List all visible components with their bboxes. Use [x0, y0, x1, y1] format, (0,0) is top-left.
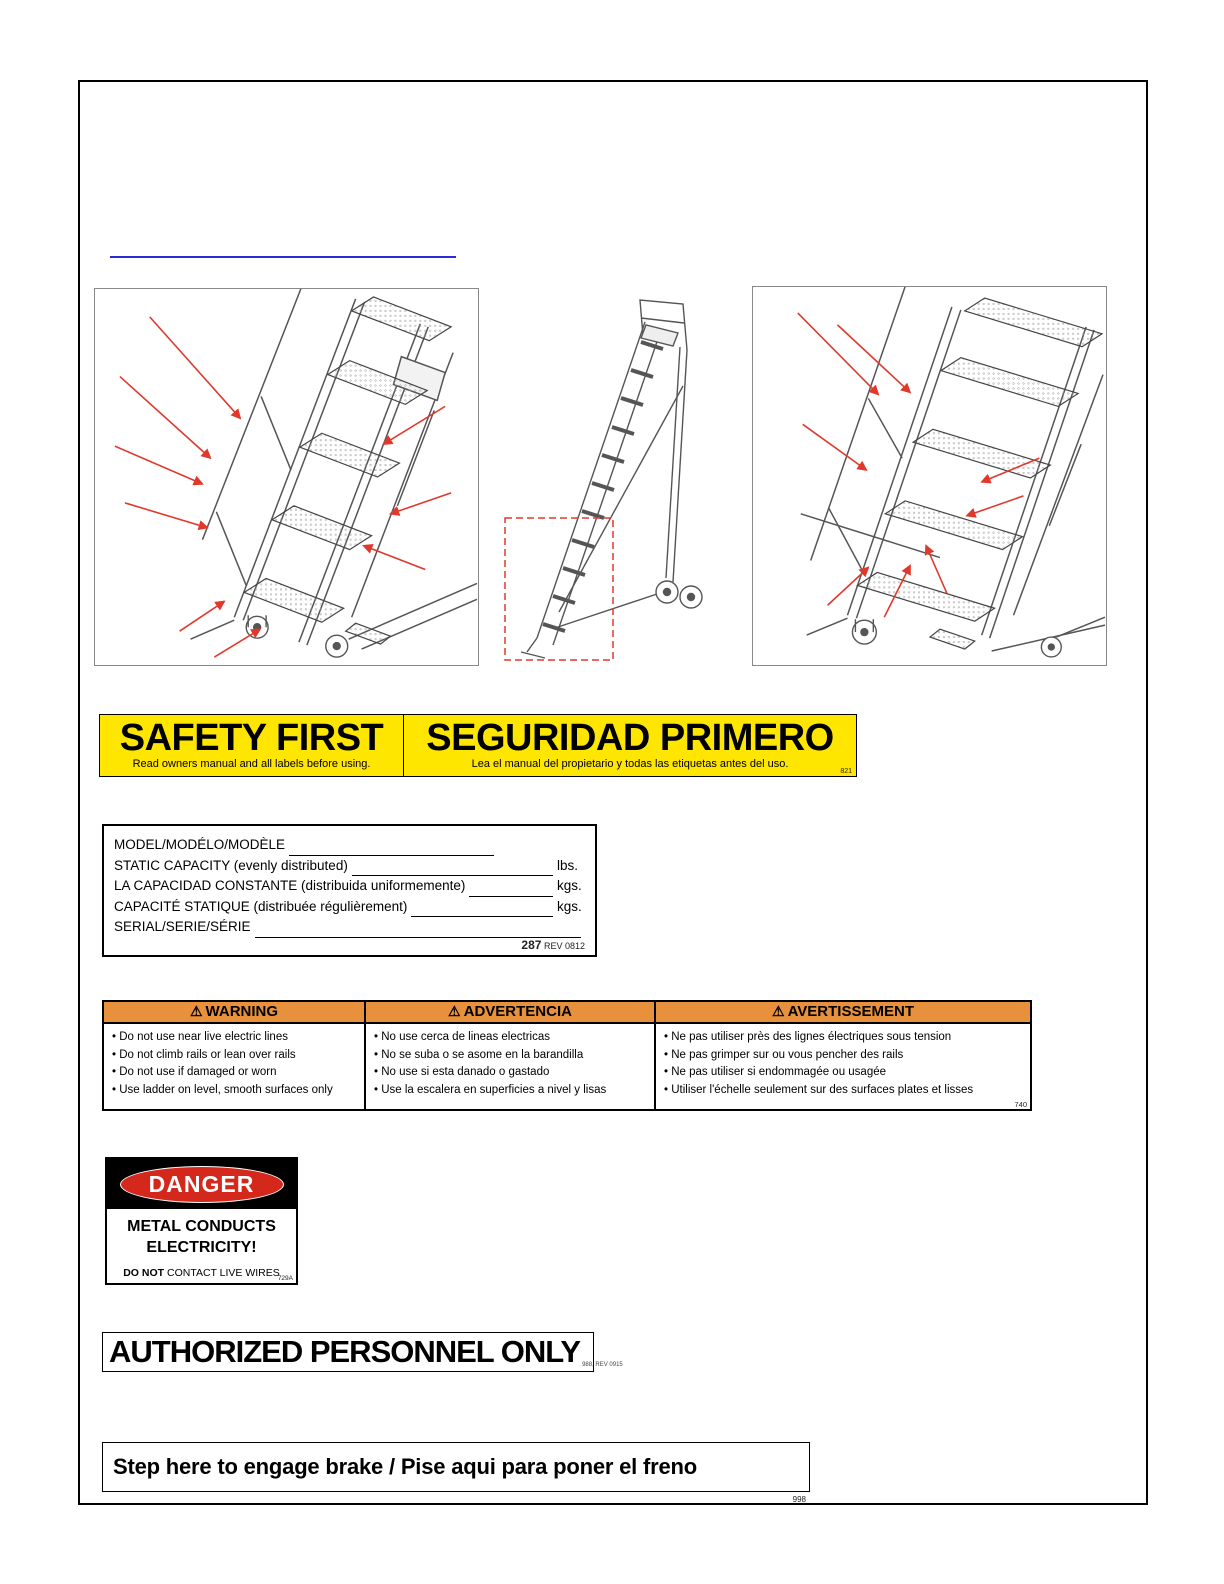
- part-number: 287: [521, 938, 542, 952]
- heading-underline: [110, 256, 456, 258]
- model-label-part-number: [521, 938, 585, 952]
- warning-header-es: [366, 1002, 656, 1022]
- safety-first-label: [99, 714, 857, 777]
- warning-items-fr: [656, 1024, 1030, 1109]
- fill-in-blank: [352, 861, 553, 876]
- model-row: [114, 876, 585, 897]
- detail-callout-box: [505, 518, 613, 660]
- warning-items-en: [104, 1024, 366, 1109]
- warning-item: • Ne pas utiliser près des lignes électriques sous tension: [664, 1031, 952, 1043]
- authorized-personnel-text: AUTHORIZED PERSONNEL ONLY: [109, 1334, 581, 1369]
- fill-in-blank: [411, 902, 553, 917]
- warning-item: • Ne pas utiliser si endommagée ou usagée: [664, 1066, 887, 1078]
- fill-in-blank: [469, 882, 553, 897]
- safety-first-title: SAFETY FIRST: [119, 717, 384, 759]
- model-row: [114, 897, 585, 918]
- revision: REV 0812: [543, 941, 585, 951]
- model-row-label: LA CAPACIDAD CONSTANTE (distribuida uniformemente): [114, 878, 466, 893]
- brake-instruction-text: Step here to engage brake / Pise aqui para poner el freno: [113, 1454, 697, 1479]
- unit-label: kgs.: [557, 878, 582, 893]
- warning-header-fr: [656, 1002, 1030, 1022]
- model-row-label: CAPACITÉ STATIQUE (distribuée régulièrement): [114, 898, 408, 914]
- safety-first-spanish: [403, 715, 856, 776]
- danger-label: [105, 1157, 298, 1285]
- danger-header-band: [107, 1159, 296, 1209]
- warning-item: • Use la escalera en superficies a nivel y lisas: [374, 1083, 607, 1096]
- model-row: [114, 856, 585, 877]
- warning-item: • No use cerca de lineas electricas: [374, 1031, 550, 1043]
- page-border: [78, 80, 1148, 1505]
- danger-signal-word: DANGER: [120, 1166, 284, 1203]
- model-row-label: SERIAL/SERIE/SÉRIE: [114, 919, 251, 934]
- ladder-drawing-full: [497, 290, 742, 665]
- warning-header-label: ADVERTENCIA: [463, 1003, 572, 1020]
- warning-item: • No use si esta danado o gastado: [374, 1066, 550, 1078]
- ladder-figure-left-detail: [94, 288, 479, 666]
- unit-label: lbs.: [557, 857, 579, 873]
- warning-table-header: [104, 1002, 1030, 1024]
- warning-label-part-number: 740: [1014, 1100, 1027, 1109]
- trilingual-warning-label: [102, 1000, 1032, 1111]
- brake-instruction-label: [102, 1442, 810, 1504]
- fill-in-blank: [289, 841, 494, 856]
- fill-in-blank: [255, 923, 581, 938]
- seguridad-primero-subtitle: Lea el manual del propietario y todas las etiquetas antes del uso.: [471, 758, 789, 770]
- model-row-label: MODEL/MODÉLO/MODÈLE: [114, 837, 286, 852]
- ladder-figure-right-detail: [752, 286, 1107, 666]
- danger-caution-line: [107, 1267, 296, 1279]
- seguridad-primero-title: SEGURIDAD PRIMERO: [426, 717, 834, 759]
- warning-header-label: WARNING: [205, 1003, 279, 1020]
- ladder-figure-full: [497, 290, 742, 665]
- safety-label-part-number: 821: [840, 768, 852, 775]
- warning-header-en: [104, 1002, 366, 1022]
- warning-item: • Do not use if damaged or worn: [112, 1066, 277, 1078]
- authorized-personnel-label: [102, 1332, 623, 1372]
- model-row: [114, 835, 585, 856]
- warning-item: • Do not use near live electric lines: [112, 1031, 288, 1043]
- warning-triangle-icon: ⚠: [772, 1003, 785, 1019]
- authorized-label-part-number: 988, REV 0915: [582, 1362, 623, 1368]
- model-row-label: STATIC CAPACITY (evenly distributed): [114, 857, 348, 873]
- danger-caution-bold: DO NOT: [123, 1267, 165, 1279]
- warning-item: • No se suba o se asome en la barandilla: [374, 1048, 584, 1061]
- model-capacity-label: [102, 824, 597, 957]
- warning-header-label: AVERTISSEMENT: [787, 1003, 914, 1020]
- warning-item: • Ne pas grimper sur ou vous pencher des rails: [664, 1048, 904, 1061]
- danger-message-line2: ELECTRICITY!: [146, 1239, 257, 1256]
- warning-item: • Utiliser l'échelle seulement sur des surfaces plates et lisses: [664, 1083, 974, 1096]
- warning-table-body: [104, 1024, 1030, 1109]
- safety-first-english: [100, 715, 403, 776]
- warning-triangle-icon: ⚠: [448, 1003, 461, 1019]
- safety-first-subtitle: Read owners manual and all labels before using.: [132, 758, 371, 770]
- warning-item: • Do not climb rails or lean over rails: [112, 1048, 296, 1061]
- warning-item: • Use ladder on level, smooth surfaces only: [112, 1083, 333, 1096]
- danger-label-part-number: 729A: [277, 1275, 293, 1282]
- danger-message: [107, 1209, 296, 1258]
- danger-message-line1: METAL CONDUCTS: [127, 1218, 276, 1235]
- brake-label-part-number: 998: [792, 1495, 806, 1504]
- unit-label: kgs.: [557, 898, 582, 914]
- warning-triangle-icon: ⚠: [189, 1003, 203, 1019]
- warning-items-es: [366, 1024, 656, 1109]
- ladder-drawing-right: [753, 287, 1106, 665]
- ladder-drawing-left: [95, 289, 478, 665]
- model-row: [114, 917, 585, 938]
- danger-caution-rest: CONTACT LIVE WIRES: [164, 1267, 280, 1279]
